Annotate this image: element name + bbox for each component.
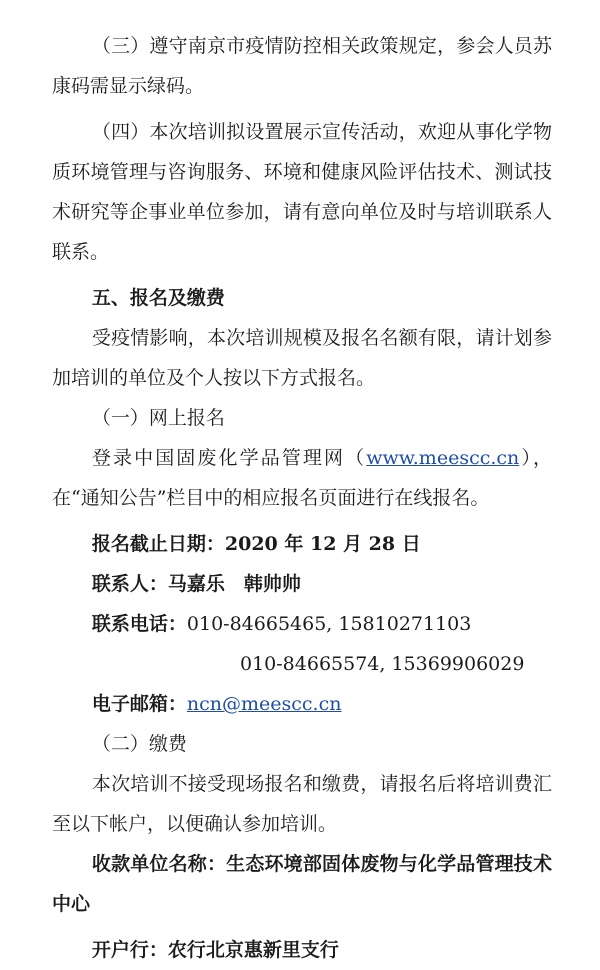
phone-numbers-1: 010-84665465, 15810271103: [186, 613, 472, 635]
paragraph-item-four: （四）本次培训拟设置展示宣传活动，欢迎从事化学物质环境管理与咨询服务、环境和健康风险评估技术、测试技术研究等企事业单位参加，请有意向单位及时与培训联系人联系。: [52, 121, 552, 263]
paragraph-item-three: （三）遵守南京市疫情防控相关政策规定，参会人员苏康码需显示绿码。: [52, 35, 552, 97]
login-text-after: ），在“通知公告”栏目中的相应报名页面进行在线报名。: [52, 447, 552, 509]
email-link[interactable]: ncn@meescc.cn: [186, 693, 342, 715]
website-link[interactable]: www.meescc.cn: [366, 447, 520, 469]
contact-phone-line-2: [52, 644, 552, 684]
contact-persons: 联系人：马嘉乐 韩帅帅: [91, 573, 301, 595]
document-page: [52, 26, 552, 970]
contact-email-line: [52, 684, 552, 724]
paragraph-login-instructions: [52, 438, 552, 518]
paragraph-payment-info: 本次培训不接受现场报名和缴费，请报名后将培训费汇至以下帐户，以便确认参加培训。: [52, 773, 552, 835]
payee-name: 收款单位名称：生态环境部固体废物与化学品管理技术中心: [52, 853, 552, 915]
contact-phone-line: [52, 604, 552, 644]
phone-label: 联系电话：: [91, 613, 187, 635]
login-text-before: 登录中国固废化学品管理网（: [91, 447, 367, 469]
registration-deadline: 报名截止日期：2020 年 12 月 28 日: [91, 533, 421, 555]
subheading-online-registration: （一）网上报名: [91, 407, 225, 429]
section-heading-registration: 五、报名及缴费: [91, 287, 225, 309]
phone-numbers-2: 010-84665574, 15369906029: [240, 653, 525, 675]
paragraph-registration-intro: 受疫情影响，本次培训规模及报名名额有限，请计划参加培训的单位及个人按以下方式报名。: [52, 327, 552, 389]
subheading-payment: （二）缴费: [91, 733, 187, 755]
bank-name: 开户行：农行北京惠新里支行: [91, 939, 339, 961]
email-label: 电子邮箱：: [91, 693, 187, 715]
